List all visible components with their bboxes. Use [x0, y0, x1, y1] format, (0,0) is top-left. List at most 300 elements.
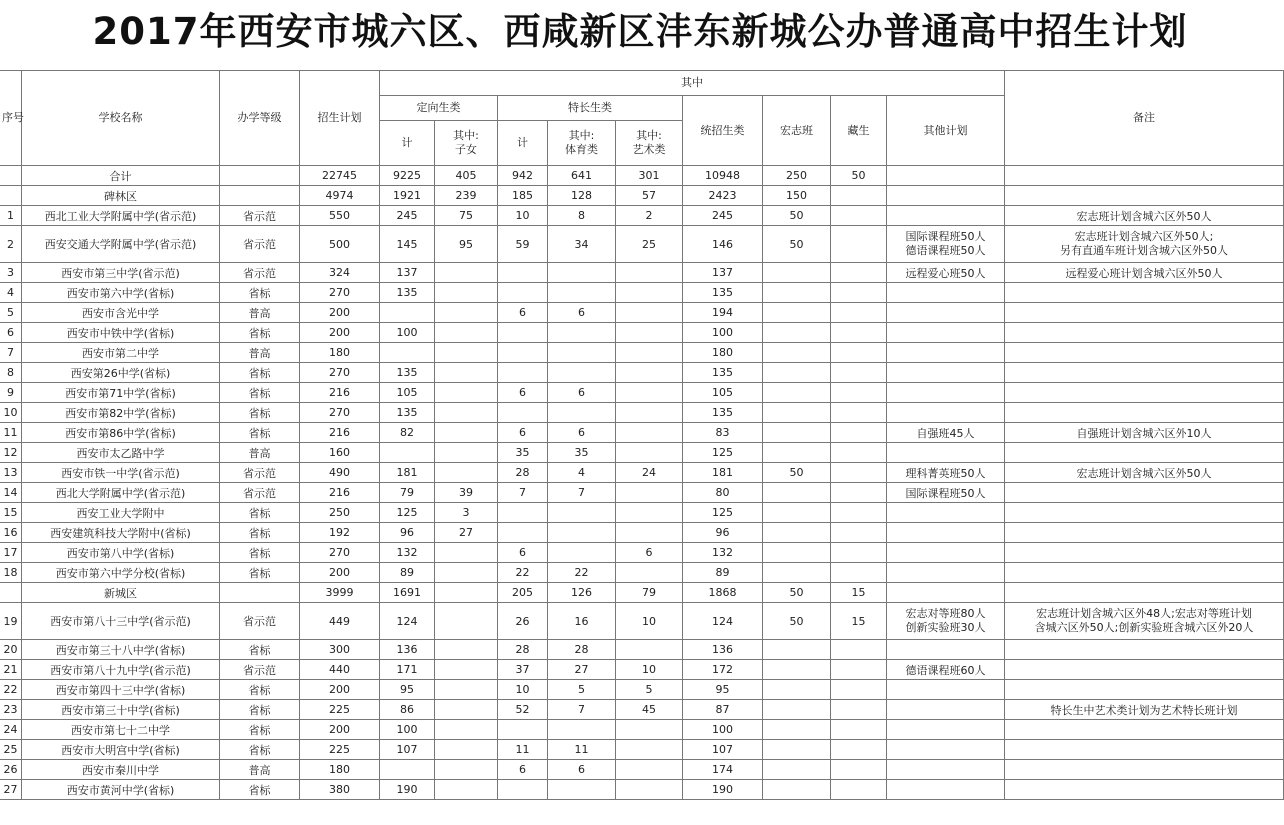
special-arts-cell — [616, 263, 683, 283]
special-arts-cell — [616, 503, 683, 523]
tibetan-cell — [831, 263, 887, 283]
school-name-cell: 西安市黄河中学(省标) — [22, 780, 220, 800]
seq-cell: 9 — [0, 383, 22, 403]
plan-cell: 270 — [300, 543, 380, 563]
district-special: 185 — [498, 186, 548, 206]
directed-cell: 135 — [380, 363, 435, 383]
special-cell — [498, 263, 548, 283]
directed-cell — [380, 343, 435, 363]
seq-cell: 6 — [0, 323, 22, 343]
hongzhi-cell — [763, 303, 831, 323]
plan-cell: 270 — [300, 283, 380, 303]
header-directed-kids: 其中: 子女 — [435, 121, 498, 166]
header-other: 其他计划 — [887, 96, 1005, 166]
directed-cell: 105 — [380, 383, 435, 403]
plan-cell: 490 — [300, 463, 380, 483]
header-school: 学校名称 — [22, 71, 220, 166]
other-plan-cell — [887, 303, 1005, 323]
note-cell: 远程爱心班计划含城六区外50人 — [1005, 263, 1284, 283]
special-arts-cell — [616, 403, 683, 423]
special-sports-cell — [548, 523, 616, 543]
other-plan-cell — [887, 323, 1005, 343]
district-special-arts: 79 — [616, 583, 683, 603]
tibetan-cell — [831, 206, 887, 226]
unified-cell: 124 — [683, 603, 763, 640]
special-sports-cell: 8 — [548, 206, 616, 226]
special-arts-cell — [616, 483, 683, 503]
level-cell: 省标 — [220, 423, 300, 443]
other-plan-cell — [887, 720, 1005, 740]
directed-cell: 171 — [380, 660, 435, 680]
header-level: 办学等级 — [220, 71, 300, 166]
other-plan-cell: 德语课程班60人 — [887, 660, 1005, 680]
plan-cell: 300 — [300, 640, 380, 660]
note-cell — [1005, 740, 1284, 760]
school-name-cell: 西安市第六中学分校(省标) — [22, 563, 220, 583]
tibetan-cell — [831, 443, 887, 463]
table-header — [0, 71, 1284, 166]
special-sports-cell — [548, 503, 616, 523]
special-arts-cell — [616, 383, 683, 403]
unified-cell: 132 — [683, 543, 763, 563]
special-cell — [498, 283, 548, 303]
unified-cell: 80 — [683, 483, 763, 503]
note-cell — [1005, 583, 1284, 603]
directed-kids-cell — [435, 403, 498, 423]
school-name-cell: 西北工业大学附属中学(省示范) — [22, 206, 220, 226]
school-name-cell: 西安市第七十二中学 — [22, 720, 220, 740]
district-hongzhi: 150 — [763, 186, 831, 206]
directed-cell: 135 — [380, 283, 435, 303]
directed-kids-cell — [435, 640, 498, 660]
tibetan-cell — [831, 503, 887, 523]
table-row — [0, 443, 1284, 463]
table-row — [0, 423, 1284, 443]
tibetan-cell — [831, 363, 887, 383]
unified-cell: 125 — [683, 443, 763, 463]
note-cell — [1005, 303, 1284, 323]
hongzhi-cell — [763, 483, 831, 503]
school-name-cell: 西安市第六中学(省标) — [22, 283, 220, 303]
special-cell — [498, 343, 548, 363]
special-sports-cell: 6 — [548, 303, 616, 323]
special-cell: 6 — [498, 383, 548, 403]
level-cell: 省示范 — [220, 660, 300, 680]
district-label: 新城区 — [22, 583, 220, 603]
hongzhi-cell: 50 — [763, 226, 831, 263]
level-cell: 省标 — [220, 523, 300, 543]
directed-cell: 181 — [380, 463, 435, 483]
note-cell — [1005, 283, 1284, 303]
directed-cell — [380, 760, 435, 780]
special-cell — [498, 403, 548, 423]
special-arts-cell — [616, 780, 683, 800]
unified-cell: 146 — [683, 226, 763, 263]
special-sports-cell — [548, 403, 616, 423]
special-arts-cell — [616, 343, 683, 363]
directed-cell: 135 — [380, 403, 435, 423]
header-directed-total: 计 — [380, 121, 435, 166]
other-plan-cell — [887, 283, 1005, 303]
total-plan: 22745 — [300, 166, 380, 186]
table-row — [0, 680, 1284, 700]
unified-cell: 95 — [683, 680, 763, 700]
other-cell — [887, 186, 1005, 206]
directed-kids-cell: 3 — [435, 503, 498, 523]
other-cell — [887, 166, 1005, 186]
directed-kids-cell: 75 — [435, 206, 498, 226]
note-cell: 宏志班计划含城六区外50人 — [1005, 206, 1284, 226]
hongzhi-cell — [763, 543, 831, 563]
special-cell — [498, 523, 548, 543]
school-name-cell: 西安市第三十八中学(省标) — [22, 640, 220, 660]
special-cell — [498, 323, 548, 343]
table-row — [0, 463, 1284, 483]
special-arts-cell — [616, 423, 683, 443]
directed-cell: 145 — [380, 226, 435, 263]
hongzhi-cell: 50 — [763, 603, 831, 640]
hongzhi-cell — [763, 403, 831, 423]
hongzhi-cell — [763, 523, 831, 543]
special-cell: 6 — [498, 543, 548, 563]
table-row — [0, 603, 1284, 640]
tibetan-cell — [831, 680, 887, 700]
special-sports-cell: 4 — [548, 463, 616, 483]
seq-cell: 19 — [0, 603, 22, 640]
hongzhi-cell — [763, 740, 831, 760]
special-sports-cell — [548, 363, 616, 383]
note-cell — [1005, 523, 1284, 543]
total-label: 合计 — [22, 166, 220, 186]
school-name-cell: 西安市第71中学(省标) — [22, 383, 220, 403]
school-name-cell: 西安市铁一中学(省示范) — [22, 463, 220, 483]
hongzhi-cell — [763, 700, 831, 720]
note-cell — [1005, 660, 1284, 680]
special-sports-cell: 34 — [548, 226, 616, 263]
unified-cell: 190 — [683, 780, 763, 800]
note-cell: 特长生中艺术类计划为艺术特长班计划 — [1005, 700, 1284, 720]
other-plan-cell — [887, 563, 1005, 583]
school-name-cell: 西安市含光中学 — [22, 303, 220, 323]
note-cell — [1005, 503, 1284, 523]
special-arts-cell — [616, 363, 683, 383]
plan-cell: 324 — [300, 263, 380, 283]
directed-kids-cell — [435, 700, 498, 720]
header-special-sports: 其中: 体育类 — [548, 121, 616, 166]
special-sports-cell: 27 — [548, 660, 616, 680]
level-cell: 省标 — [220, 283, 300, 303]
plan-cell: 216 — [300, 383, 380, 403]
directed-cell: 136 — [380, 640, 435, 660]
plan-cell: 270 — [300, 363, 380, 383]
tibetan-cell — [831, 720, 887, 740]
level-cell: 省标 — [220, 740, 300, 760]
plan-cell: 449 — [300, 603, 380, 640]
directed-cell: 100 — [380, 720, 435, 740]
other-plan-cell: 自强班45人 — [887, 423, 1005, 443]
special-arts-cell: 10 — [616, 603, 683, 640]
level-cell: 省标 — [220, 640, 300, 660]
directed-cell: 100 — [380, 323, 435, 343]
seq-cell: 1 — [0, 206, 22, 226]
special-cell — [498, 363, 548, 383]
special-sports-cell: 35 — [548, 443, 616, 463]
school-name-cell: 西安第26中学(省标) — [22, 363, 220, 383]
note-cell: 宏志班计划含城六区外48人;宏志对等班计划 含城六区外50人;创新实验班含城六区外20人 — [1005, 603, 1284, 640]
level-cell: 省标 — [220, 680, 300, 700]
hongzhi-cell — [763, 660, 831, 680]
directed-cell: 190 — [380, 780, 435, 800]
other-plan-cell — [887, 443, 1005, 463]
tibetan-cell — [831, 780, 887, 800]
directed-cell: 137 — [380, 263, 435, 283]
note-cell: 宏志班计划含城六区外50人 — [1005, 463, 1284, 483]
special-sports-cell: 5 — [548, 680, 616, 700]
special-arts-cell — [616, 283, 683, 303]
table-row — [0, 780, 1284, 800]
table-row — [0, 543, 1284, 563]
directed-kids-cell — [435, 660, 498, 680]
plan-cell: 200 — [300, 323, 380, 343]
district-special: 205 — [498, 583, 548, 603]
district-plan: 3999 — [300, 583, 380, 603]
special-cell: 22 — [498, 563, 548, 583]
unified-cell: 107 — [683, 740, 763, 760]
directed-cell — [380, 303, 435, 323]
hongzhi-cell — [763, 640, 831, 660]
note-cell — [1005, 680, 1284, 700]
directed-cell: 125 — [380, 503, 435, 523]
seq-cell: 20 — [0, 640, 22, 660]
tibetan-cell — [831, 283, 887, 303]
hongzhi-cell — [763, 263, 831, 283]
other-plan-cell: 国际课程班50人 德语课程班50人 — [887, 226, 1005, 263]
level-cell: 普高 — [220, 303, 300, 323]
special-sports-cell: 22 — [548, 563, 616, 583]
directed-kids-cell: 39 — [435, 483, 498, 503]
unified-cell: 125 — [683, 503, 763, 523]
district-unified: 2423 — [683, 186, 763, 206]
other-plan-cell — [887, 383, 1005, 403]
level-cell: 省标 — [220, 383, 300, 403]
tibetan-cell — [831, 343, 887, 363]
plan-cell: 160 — [300, 443, 380, 463]
plan-cell: 500 — [300, 226, 380, 263]
hongzhi-cell — [763, 283, 831, 303]
directed-kids-cell — [435, 323, 498, 343]
seq-cell: 25 — [0, 740, 22, 760]
tibetan-cell — [831, 640, 887, 660]
seq-cell: 21 — [0, 660, 22, 680]
level-cell — [220, 186, 300, 206]
header-plan: 招生计划 — [300, 71, 380, 166]
level-cell: 省示范 — [220, 483, 300, 503]
unified-cell: 181 — [683, 463, 763, 483]
special-cell: 11 — [498, 740, 548, 760]
tibetan-cell — [831, 383, 887, 403]
note-cell: 自强班计划含城六区外10人 — [1005, 423, 1284, 443]
level-cell: 省标 — [220, 503, 300, 523]
plan-cell: 225 — [300, 740, 380, 760]
table-row — [0, 483, 1284, 503]
school-name-cell: 西安市第二中学 — [22, 343, 220, 363]
district-plan: 4974 — [300, 186, 380, 206]
district-special-sports: 128 — [548, 186, 616, 206]
special-sports-cell — [548, 720, 616, 740]
special-sports-cell: 7 — [548, 700, 616, 720]
note-cell — [1005, 363, 1284, 383]
unified-cell: 100 — [683, 720, 763, 740]
other-plan-cell: 国际课程班50人 — [887, 483, 1005, 503]
note-cell — [1005, 166, 1284, 186]
other-plan-cell — [887, 740, 1005, 760]
hongzhi-cell — [763, 720, 831, 740]
unified-cell: 83 — [683, 423, 763, 443]
special-sports-cell — [548, 323, 616, 343]
school-name-cell: 西安市中铁中学(省标) — [22, 323, 220, 343]
district-unified: 1868 — [683, 583, 763, 603]
plan-cell: 216 — [300, 483, 380, 503]
directed-cell: 95 — [380, 680, 435, 700]
hongzhi-cell — [763, 563, 831, 583]
seq-cell: 3 — [0, 263, 22, 283]
table-row — [0, 640, 1284, 660]
school-name-cell: 西安市第八中学(省标) — [22, 543, 220, 563]
unified-cell: 174 — [683, 760, 763, 780]
plan-cell: 270 — [300, 403, 380, 423]
note-cell — [1005, 483, 1284, 503]
directed-kids-cell — [435, 363, 498, 383]
seq-cell: 24 — [0, 720, 22, 740]
directed-kids-cell — [435, 780, 498, 800]
table-row — [0, 660, 1284, 680]
plan-cell: 216 — [300, 423, 380, 443]
special-arts-cell — [616, 740, 683, 760]
unified-cell: 105 — [683, 383, 763, 403]
school-name-cell: 西安市大明宫中学(省标) — [22, 740, 220, 760]
table-row — [0, 403, 1284, 423]
district-special-sports: 126 — [548, 583, 616, 603]
table-row — [0, 323, 1284, 343]
level-cell: 省标 — [220, 323, 300, 343]
directed-cell: 82 — [380, 423, 435, 443]
seq-cell — [0, 583, 22, 603]
directed-kids-cell: 27 — [435, 523, 498, 543]
special-sports-cell: 28 — [548, 640, 616, 660]
header-special: 特长生类 — [498, 96, 683, 121]
seq-cell: 17 — [0, 543, 22, 563]
special-cell: 10 — [498, 680, 548, 700]
special-cell: 6 — [498, 303, 548, 323]
note-cell — [1005, 443, 1284, 463]
level-cell: 省示范 — [220, 226, 300, 263]
other-cell — [887, 583, 1005, 603]
seq-cell: 14 — [0, 483, 22, 503]
tibetan-cell — [831, 423, 887, 443]
school-name-cell: 西安市秦川中学 — [22, 760, 220, 780]
note-cell — [1005, 383, 1284, 403]
enrollment-plan-table — [0, 70, 1284, 800]
level-cell: 省标 — [220, 363, 300, 383]
unified-cell: 137 — [683, 263, 763, 283]
tibetan-cell — [831, 543, 887, 563]
table-row — [0, 503, 1284, 523]
special-cell: 28 — [498, 463, 548, 483]
unified-cell: 135 — [683, 283, 763, 303]
seq-cell: 10 — [0, 403, 22, 423]
directed-kids-cell — [435, 303, 498, 323]
special-sports-cell — [548, 780, 616, 800]
school-name-cell: 西安工业大学附中 — [22, 503, 220, 523]
unified-cell: 135 — [683, 363, 763, 383]
hongzhi-cell — [763, 503, 831, 523]
level-cell: 省标 — [220, 543, 300, 563]
special-sports-cell — [548, 263, 616, 283]
plan-cell: 200 — [300, 563, 380, 583]
header-special-total: 计 — [498, 121, 548, 166]
directed-kids-cell: 95 — [435, 226, 498, 263]
special-cell: 6 — [498, 760, 548, 780]
hongzhi-cell: 50 — [763, 463, 831, 483]
total-tibetan: 50 — [831, 166, 887, 186]
special-cell: 28 — [498, 640, 548, 660]
directed-kids-cell — [435, 680, 498, 700]
seq-cell: 12 — [0, 443, 22, 463]
special-cell: 26 — [498, 603, 548, 640]
table-body — [0, 166, 1284, 206]
tibetan-cell — [831, 323, 887, 343]
table-row — [0, 720, 1284, 740]
special-sports-cell: 6 — [548, 383, 616, 403]
unified-cell: 96 — [683, 523, 763, 543]
level-cell — [220, 583, 300, 603]
table-row — [0, 760, 1284, 780]
beilin-school-rows — [0, 206, 1284, 583]
plan-cell: 200 — [300, 680, 380, 700]
level-cell: 省标 — [220, 403, 300, 423]
district-directed: 1921 — [380, 186, 435, 206]
plan-cell: 250 — [300, 503, 380, 523]
header-note: 备注 — [1005, 71, 1284, 166]
total-directed: 9225 — [380, 166, 435, 186]
district-directed-kids — [435, 583, 498, 603]
tibetan-cell — [831, 760, 887, 780]
other-plan-cell — [887, 640, 1005, 660]
directed-cell — [380, 443, 435, 463]
note-cell — [1005, 343, 1284, 363]
table-row — [0, 343, 1284, 363]
hongzhi-cell — [763, 323, 831, 343]
header-unified: 统招生类 — [683, 96, 763, 166]
seq-cell — [0, 166, 22, 186]
table-row — [0, 226, 1284, 263]
unified-cell: 135 — [683, 403, 763, 423]
district-row-xincheng — [0, 583, 1284, 603]
note-cell — [1005, 720, 1284, 740]
note-cell: 宏志班计划含城六区外50人; 另有直通车班计划含城六区外50人 — [1005, 226, 1284, 263]
header-hongzhi: 宏志班 — [763, 96, 831, 166]
note-cell — [1005, 323, 1284, 343]
other-plan-cell — [887, 206, 1005, 226]
seq-cell: 26 — [0, 760, 22, 780]
level-cell — [220, 166, 300, 186]
table-row — [0, 303, 1284, 323]
special-sports-cell — [548, 283, 616, 303]
hongzhi-cell — [763, 780, 831, 800]
district-hongzhi: 50 — [763, 583, 831, 603]
special-arts-cell — [616, 303, 683, 323]
note-cell — [1005, 186, 1284, 206]
